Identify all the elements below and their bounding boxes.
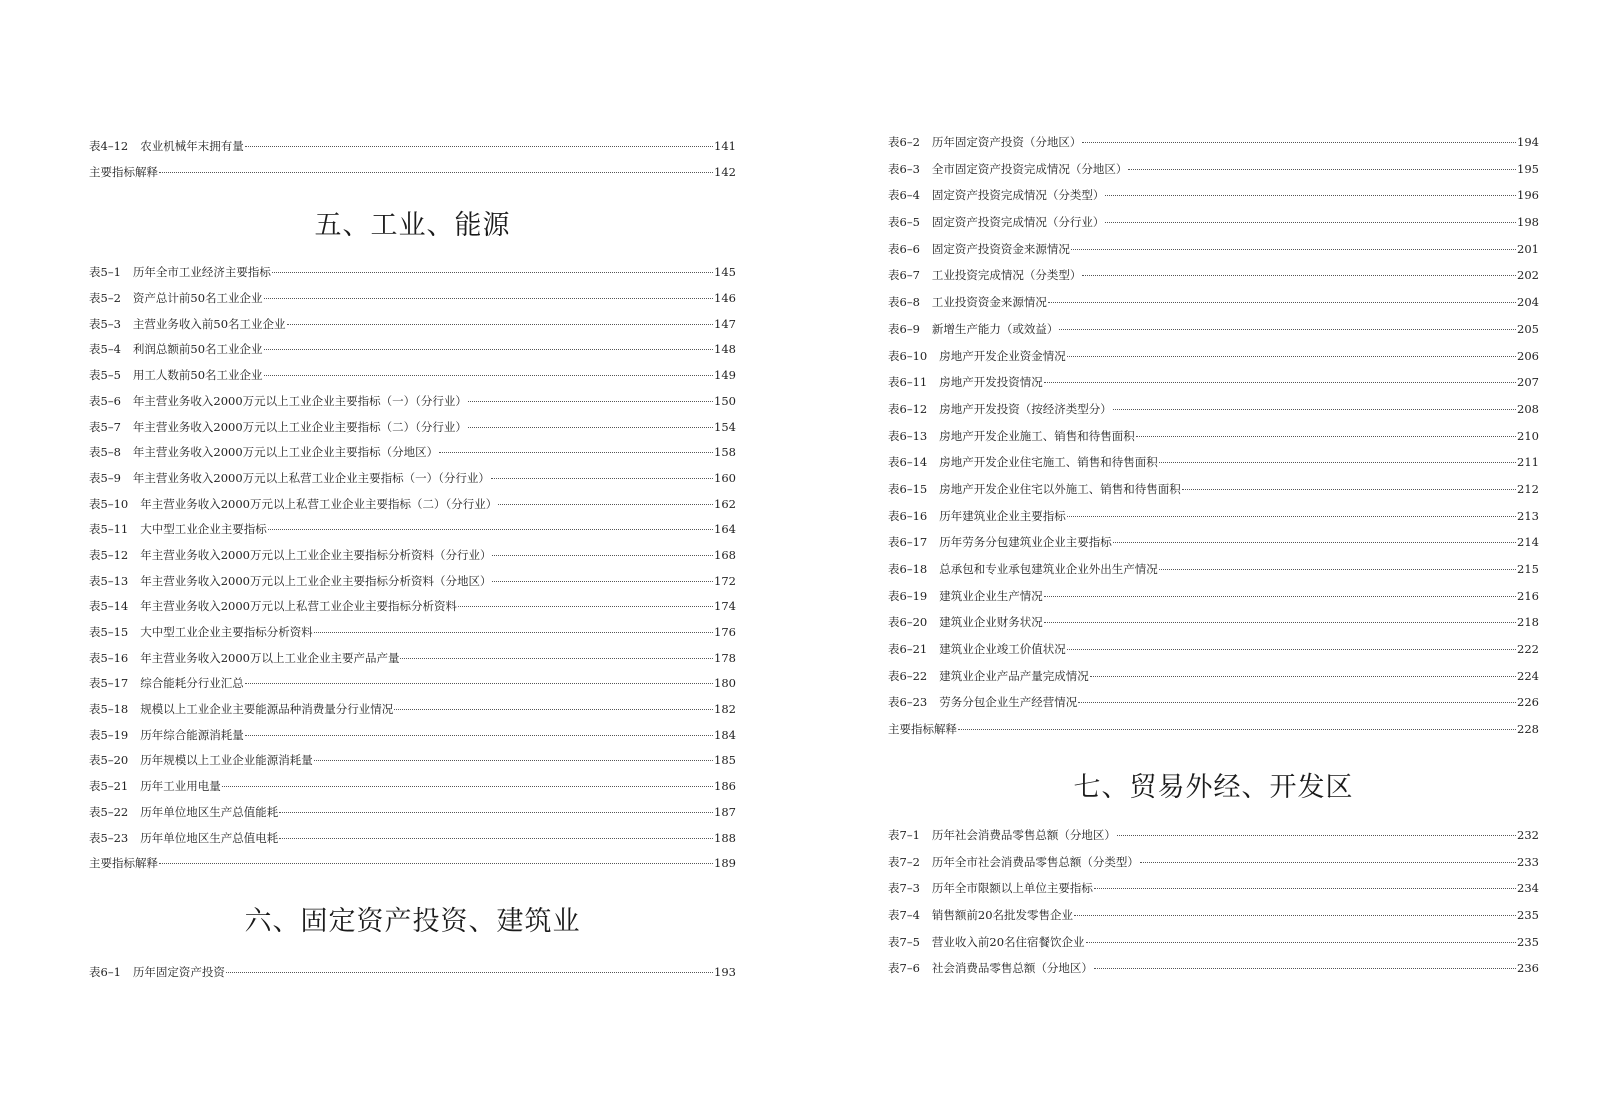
- toc-entry-code: 表5–21: [89, 779, 129, 794]
- dot-leader: [1067, 516, 1516, 517]
- toc-entry-code: 表4–12: [89, 139, 129, 153]
- dot-leader: [492, 555, 713, 556]
- toc-entry[interactable]: [89, 543, 736, 569]
- toc-entry-page: 187: [714, 804, 736, 819]
- toc-entry-page: 193: [714, 964, 736, 979]
- dot-leader: [1136, 436, 1516, 437]
- toc-entry-code: 表5–16: [89, 650, 129, 665]
- toc-entry[interactable]: [888, 182, 1539, 209]
- toc-entry-code: 表5–10: [89, 496, 129, 511]
- toc-entry-code: 表6–18: [888, 562, 928, 576]
- toc-entry-code: 表5–19: [89, 727, 129, 742]
- toc-entry-code: 表7–3: [888, 881, 920, 896]
- toc-entry-code: 表7–6: [888, 961, 920, 976]
- dot-leader: [1159, 462, 1516, 463]
- toc-entry-title: 历年建筑业企业主要指标: [939, 508, 1066, 523]
- toc-entry[interactable]: [888, 316, 1539, 343]
- dot-leader: [1140, 862, 1516, 863]
- toc-entry[interactable]: [89, 851, 736, 877]
- dot-leader: [1113, 409, 1516, 410]
- toc-entry-page: 222: [1517, 642, 1539, 657]
- dot-leader: [264, 298, 714, 299]
- toc-entry-code: 表5–17: [89, 676, 129, 691]
- dot-leader: [498, 504, 713, 505]
- dot-leader: [264, 349, 714, 350]
- dot-leader: [159, 863, 713, 864]
- toc-entry-code: 表6–21: [888, 642, 928, 657]
- dot-leader: [394, 709, 713, 710]
- toc-entry-title: 固定资产投资完成情况（分行业）: [931, 215, 1105, 230]
- dot-leader: [226, 972, 713, 973]
- toc-entry-page: 224: [1517, 668, 1539, 683]
- toc-entry-code: 表6–11: [888, 375, 928, 390]
- dot-leader: [287, 324, 714, 325]
- toc-entry[interactable]: [89, 774, 736, 800]
- toc-entry[interactable]: [888, 636, 1539, 663]
- toc-entry-title: 历年社会消费品零售总额（分地区）: [931, 827, 1116, 842]
- toc-entry-code: 表6–3: [888, 161, 920, 176]
- toc-entry-page: 148: [714, 342, 736, 357]
- toc-entry-title: 综合能耗分行业汇总: [140, 676, 244, 691]
- toc-entry-page: 215: [1517, 562, 1539, 576]
- toc-entry-code: 表6–12: [888, 401, 928, 416]
- toc-entry-code: 表6–5: [888, 215, 920, 230]
- toc-entry-page: 226: [1517, 695, 1539, 710]
- toc-entry-title: 历年单位地区生产总值能耗: [140, 804, 279, 819]
- dot-leader: [1182, 489, 1516, 490]
- toc-entry-code: 表6–1: [89, 964, 121, 979]
- toc-entry-title: 房地产开发企业施工、销售和待售面积: [939, 428, 1135, 443]
- toc-entry[interactable]: [89, 697, 736, 723]
- toc-entry[interactable]: [89, 800, 736, 826]
- toc-entry[interactable]: [89, 260, 736, 286]
- toc-entry-page: 142: [714, 164, 736, 179]
- toc-entry[interactable]: [89, 594, 736, 620]
- dot-leader: [1082, 275, 1516, 276]
- left-top-entries: [89, 134, 736, 185]
- toc-entry-page: 188: [714, 830, 736, 845]
- toc-entry-page: 202: [1517, 268, 1539, 283]
- dot-leader: [458, 606, 713, 607]
- right-page: [888, 129, 1539, 982]
- toc-entry-title: 年主营业务收入2000万元以上工业企业主要指标（一）（分行业）: [132, 393, 467, 408]
- toc-entry[interactable]: [888, 209, 1539, 236]
- toc-entry-code: 表6–14: [888, 455, 928, 470]
- dot-leader: [1048, 302, 1516, 303]
- toc-entry-page: 204: [1517, 295, 1539, 310]
- toc-entry-code: 表5–14: [89, 599, 129, 614]
- toc-entry-title: 资产总计前50名工业企业: [132, 291, 263, 306]
- toc-entry-code: 表5–13: [89, 573, 129, 588]
- toc-entry[interactable]: [888, 396, 1539, 423]
- toc-entry[interactable]: [888, 289, 1539, 316]
- toc-entry-page: 149: [714, 368, 736, 383]
- dot-leader: [1078, 702, 1516, 703]
- toc-entry-code: 表6–7: [888, 268, 920, 283]
- dot-leader: [492, 581, 713, 582]
- toc-entry[interactable]: [89, 415, 736, 441]
- dot-leader: [468, 401, 713, 402]
- toc-entry-code: 表5–20: [89, 753, 129, 768]
- toc-entry[interactable]: [89, 337, 736, 363]
- toc-entry-title: 年主营业务收入2000万元以上私营工业企业主要指标（二）（分行业）: [140, 496, 498, 511]
- toc-entry-title: 营业收入前20名住宿餐饮企业: [931, 934, 1085, 949]
- section-6-entries: [89, 960, 736, 986]
- dot-leader: [468, 427, 713, 428]
- toc-entry-code: 表7–2: [888, 854, 920, 869]
- toc-entry-code: 表5–18: [89, 702, 129, 717]
- toc-entry[interactable]: [888, 343, 1539, 370]
- toc-entry[interactable]: [89, 440, 736, 466]
- toc-entry-page: 141: [714, 139, 736, 153]
- dot-leader: [1094, 968, 1516, 969]
- toc-entry-page: 235: [1517, 934, 1539, 949]
- toc-entry-code: 表5–9: [89, 470, 121, 485]
- toc-entry-page: 228: [1517, 722, 1539, 737]
- toc-entry-code: 表5–22: [89, 804, 129, 819]
- toc-entry-title: 总承包和专业承包建筑业企业外出生产情况: [939, 562, 1158, 576]
- toc-entry-page: 195: [1517, 161, 1539, 176]
- dot-leader: [159, 172, 713, 173]
- toc-entry-page: 236: [1517, 961, 1539, 976]
- toc-entry[interactable]: [89, 569, 736, 595]
- dot-leader: [1094, 888, 1516, 889]
- toc-entry-code: 表7–1: [888, 827, 920, 842]
- dot-leader: [400, 658, 713, 659]
- toc-entry-title: 固定资产投资完成情况（分类型）: [931, 188, 1105, 203]
- toc-entry[interactable]: [888, 663, 1539, 690]
- toc-entry[interactable]: [888, 609, 1539, 636]
- toc-entry-title: 建筑业企业产品产量完成情况: [939, 668, 1089, 683]
- toc-entry-title: 年主营业务收入2000万元以上工业企业主要指标分析资料（分地区）: [140, 573, 492, 588]
- dot-leader: [1059, 329, 1516, 330]
- toc-entry-page: 154: [714, 419, 736, 434]
- left-page: [89, 134, 736, 986]
- section-7-entries: [888, 822, 1539, 982]
- toc-entry[interactable]: [89, 960, 736, 986]
- dot-leader: [1105, 222, 1516, 223]
- toc-entry[interactable]: [89, 312, 736, 338]
- toc-entry-code: 表5–6: [89, 393, 121, 408]
- toc-entry-page: 162: [714, 496, 736, 511]
- toc-entry[interactable]: [888, 689, 1539, 716]
- dot-leader: [958, 729, 1516, 730]
- toc-entry-title: 主要指标解释: [888, 722, 957, 737]
- toc-entry-title: 建筑业企业竣工价值状况: [939, 642, 1066, 657]
- toc-entry-page: 184: [714, 727, 736, 742]
- dot-leader: [1105, 195, 1516, 196]
- toc-entry[interactable]: [89, 466, 736, 492]
- toc-entry-title: 新增生产能力（或效益）: [931, 321, 1059, 336]
- toc-entry-title: 历年规模以上工业企业能源消耗量: [140, 753, 313, 768]
- toc-entry-title: 农业机械年末拥有量: [140, 139, 244, 153]
- toc-entry-code: 表5–7: [89, 419, 121, 434]
- toc-entry-title: 历年固定资产投资: [132, 964, 225, 979]
- toc-entry-page: 196: [1517, 188, 1539, 203]
- toc-entry-title: 历年劳务分包建筑业企业主要指标: [939, 535, 1112, 550]
- toc-entry-page: 235: [1517, 907, 1539, 922]
- toc-entry[interactable]: [89, 286, 736, 312]
- toc-entry-page: 234: [1517, 881, 1539, 896]
- toc-entry-title: 主要指标解释: [89, 164, 158, 179]
- toc-entry-title: 主要指标解释: [89, 856, 158, 871]
- dot-leader: [222, 786, 713, 787]
- toc-entry-page: 205: [1517, 321, 1539, 336]
- dot-leader: [1128, 169, 1516, 170]
- toc-entry-code: 表5–5: [89, 368, 121, 383]
- toc-entry-page: 174: [714, 599, 736, 614]
- toc-entry-title: 主营业务收入前50名工业企业: [132, 316, 286, 331]
- toc-entry-title: 工业投资完成情况（分类型）: [931, 268, 1082, 283]
- toc-entry[interactable]: [888, 822, 1539, 849]
- toc-entry-title: 全市固定资产投资完成情况（分地区）: [931, 161, 1128, 176]
- dot-leader: [491, 478, 713, 479]
- dot-leader: [314, 760, 713, 761]
- dot-leader: [1082, 142, 1516, 143]
- toc-entry-page: 207: [1517, 375, 1539, 390]
- dot-leader: [1044, 596, 1516, 597]
- section-5-heading: 五、工业、能源: [314, 210, 511, 242]
- dot-leader: [1074, 915, 1516, 916]
- toc-entry[interactable]: [888, 716, 1539, 743]
- toc-entry-page: 164: [714, 522, 736, 537]
- dot-leader: [264, 375, 714, 376]
- toc-entry-page: 160: [714, 470, 736, 485]
- toc-entry[interactable]: [89, 671, 736, 697]
- toc-entry-code: 表5–3: [89, 316, 121, 331]
- toc-entry-code: 表6–17: [888, 535, 928, 550]
- toc-entry[interactable]: [888, 236, 1539, 263]
- toc-entry-code: 表6–8: [888, 295, 920, 310]
- toc-entry-title: 年主营业务收入2000万元以上私营工业企业主要指标分析资料: [140, 599, 457, 614]
- toc-entry[interactable]: [89, 620, 736, 646]
- dot-leader: [1044, 622, 1516, 623]
- dot-leader: [1117, 835, 1516, 836]
- toc-entry-code: 表5–15: [89, 625, 129, 639]
- toc-entry[interactable]: [888, 503, 1539, 530]
- toc-entry[interactable]: [888, 902, 1539, 929]
- toc-entry-title: 房地产开发投资情况: [939, 375, 1043, 390]
- toc-entry-page: 211: [1517, 455, 1539, 470]
- section-7-heading: 七、贸易外经、开发区: [1073, 771, 1354, 803]
- toc-entry-page: 213: [1517, 508, 1539, 523]
- toc-entry[interactable]: [89, 160, 736, 186]
- toc-entry-code: 表5–8: [89, 445, 121, 460]
- toc-entry-title: 劳务分包企业生产经营情况: [939, 695, 1078, 710]
- dot-leader: [1067, 356, 1516, 357]
- toc-entry[interactable]: [888, 529, 1539, 556]
- toc-entry-page: 210: [1517, 428, 1539, 443]
- toc-entry[interactable]: [888, 929, 1539, 956]
- toc-entry-code: 表6–16: [888, 508, 928, 523]
- toc-entry-title: 固定资产投资资金来源情况: [931, 241, 1070, 256]
- toc-entry-title: 历年全市工业经济主要指标: [132, 265, 271, 280]
- toc-entry-code: 表6–4: [888, 188, 920, 203]
- dot-leader: [1044, 382, 1516, 383]
- toc-entry[interactable]: [888, 423, 1539, 450]
- toc-entry-title: 销售额前20名批发零售企业: [931, 907, 1074, 922]
- toc-entry-code: 表6–19: [888, 588, 928, 603]
- toc-entry-page: 168: [714, 547, 736, 562]
- toc-entry-page: 208: [1517, 401, 1539, 416]
- toc-entry-page: 194: [1517, 135, 1539, 149]
- toc-entry-code: 表6–9: [888, 321, 920, 336]
- toc-entry-page: 206: [1517, 348, 1539, 363]
- toc-entry-title: 房地产开发企业住宅施工、销售和待售面积: [939, 455, 1158, 470]
- toc-entry-title: 大中型工业企业主要指标: [140, 522, 267, 537]
- dot-leader: [1086, 942, 1517, 943]
- toc-entry-title: 工业投资资金来源情况: [931, 295, 1047, 310]
- toc-entry-page: 158: [714, 445, 736, 460]
- toc-entry-title: 房地产开发投资（按经济类型分）: [939, 401, 1112, 416]
- toc-entry-title: 历年工业用电量: [140, 779, 221, 794]
- toc-entry-page: 232: [1517, 827, 1539, 842]
- toc-entry-code: 表6–20: [888, 615, 928, 630]
- toc-entry-title: 历年全市社会消费品零售总额（分类型）: [931, 854, 1139, 869]
- toc-entry-page: 212: [1517, 481, 1539, 496]
- toc-entry-title: 用工人数前50名工业企业: [132, 368, 263, 383]
- toc-entry-page: 201: [1517, 241, 1539, 256]
- dot-leader: [245, 683, 713, 684]
- toc-entry-code: 表5–1: [89, 265, 121, 280]
- toc-entry[interactable]: [888, 369, 1539, 396]
- toc-entry-page: 147: [714, 316, 736, 331]
- toc-entry[interactable]: [89, 723, 736, 749]
- toc-entry[interactable]: [89, 646, 736, 672]
- toc-entry[interactable]: [89, 363, 736, 389]
- toc-entry-title: 规模以上工业企业主要能源品种消费量分行业情况: [140, 702, 394, 717]
- toc-entry-title: 年主营业务收入2000万元以上工业企业主要指标（二）（分行业）: [132, 419, 467, 434]
- toc-entry-title: 房地产开发企业住宅以外施工、销售和待售面积: [939, 481, 1181, 496]
- toc-entry-code: 表6–15: [888, 481, 928, 496]
- toc-entry-title: 年主营业务收入2000万元以上工业企业主要指标分析资料（分行业）: [140, 547, 492, 562]
- dot-leader: [1067, 649, 1516, 650]
- toc-entry-code: 表5–11: [89, 522, 129, 537]
- toc-entry-title: 年主营业务收入2000万元以上工业企业主要指标（分地区）: [132, 445, 439, 460]
- dot-leader: [1090, 676, 1516, 677]
- dot-leader: [268, 529, 713, 530]
- toc-entry[interactable]: [888, 129, 1539, 156]
- toc-entry[interactable]: [89, 134, 736, 160]
- toc-entry-page: 172: [714, 573, 736, 588]
- toc-entry-code: 表6–13: [888, 428, 928, 443]
- toc-entry-code: 表5–4: [89, 342, 121, 357]
- toc-entry-code: 表7–4: [888, 907, 920, 922]
- toc-entry[interactable]: [89, 389, 736, 415]
- toc-entry[interactable]: [89, 492, 736, 518]
- dot-leader: [279, 838, 713, 839]
- toc-entry-page: 185: [714, 753, 736, 768]
- toc-entry-page: 216: [1517, 588, 1539, 603]
- toc-entry-page: 178: [714, 650, 736, 665]
- section-6-heading: 六、固定资产投资、建筑业: [244, 905, 581, 937]
- toc-entry[interactable]: [888, 849, 1539, 876]
- toc-entry-title: 年主营业务收入2000万元以上私营工业企业主要指标（一）（分行业）: [132, 470, 490, 485]
- toc-entry-page: 198: [1517, 215, 1539, 230]
- toc-entry[interactable]: [888, 556, 1539, 583]
- dot-leader: [1159, 569, 1516, 570]
- toc-entry[interactable]: [888, 476, 1539, 503]
- toc-entry-code: 表6–2: [888, 135, 920, 149]
- toc-entry[interactable]: [89, 748, 736, 774]
- toc-entry-code: 表6–22: [888, 668, 928, 683]
- toc-entry-page: 218: [1517, 615, 1539, 630]
- dot-leader: [272, 272, 713, 273]
- toc-entry[interactable]: [888, 156, 1539, 183]
- toc-entry-title: 历年固定资产投资（分地区）: [931, 135, 1082, 149]
- dot-leader: [245, 735, 713, 736]
- dot-leader: [279, 812, 713, 813]
- dot-leader: [1113, 542, 1516, 543]
- toc-entry[interactable]: [888, 449, 1539, 476]
- toc-entry-page: 182: [714, 702, 736, 717]
- toc-entry-page: 214: [1517, 535, 1539, 550]
- toc-entry-page: 186: [714, 779, 736, 794]
- toc-entry-code: 表5–23: [89, 830, 129, 845]
- toc-entry[interactable]: [888, 875, 1539, 902]
- toc-entry-page: 145: [714, 265, 736, 280]
- toc-entry-title: 历年单位地区生产总值电耗: [140, 830, 279, 845]
- toc-entry-title: 社会消费品零售总额（分地区）: [931, 961, 1093, 976]
- toc-entry[interactable]: [89, 826, 736, 852]
- toc-entry-page: 233: [1517, 854, 1539, 869]
- dot-leader: [245, 146, 713, 147]
- toc-entry-title: 利润总额前50名工业企业: [132, 342, 263, 357]
- toc-entry-title: 建筑业企业生产情况: [939, 588, 1043, 603]
- toc-entry-page: 146: [714, 291, 736, 306]
- dot-leader: [1071, 249, 1516, 250]
- toc-entry-title: 房地产开发企业资金情况: [939, 348, 1066, 363]
- toc-entry-code: 表6–6: [888, 241, 920, 256]
- section-5-entries: [89, 260, 736, 877]
- toc-entry-title: 历年全市限额以上单位主要指标: [931, 881, 1093, 896]
- toc-entry-code: 表7–5: [888, 934, 920, 949]
- toc-entry-title: 历年综合能源消耗量: [140, 727, 244, 742]
- toc-entry-title: 建筑业企业财务状况: [939, 615, 1043, 630]
- toc-entry[interactable]: [89, 517, 736, 543]
- toc-entry-page: 150: [714, 393, 736, 408]
- toc-entry-page: 176: [714, 625, 736, 639]
- dot-leader: [439, 452, 713, 453]
- toc-entry-page: 189: [714, 856, 736, 871]
- toc-entry-code: 表5–2: [89, 291, 121, 306]
- right-top-entries: [888, 129, 1539, 743]
- toc-entry[interactable]: [888, 583, 1539, 610]
- toc-entry[interactable]: [888, 262, 1539, 289]
- toc-entry-page: 180: [714, 676, 736, 691]
- toc-entry-title: 大中型工业企业主要指标分析资料: [140, 625, 313, 639]
- dot-leader: [314, 632, 713, 633]
- toc-entry-code: 表5–12: [89, 547, 129, 562]
- toc-entry-code: 表6–23: [888, 695, 928, 710]
- toc-entry-code: 表6–10: [888, 348, 928, 363]
- toc-entry-title: 年主营业务收入2000万以上工业企业主要产品产量: [140, 650, 400, 665]
- toc-entry[interactable]: [888, 955, 1539, 982]
